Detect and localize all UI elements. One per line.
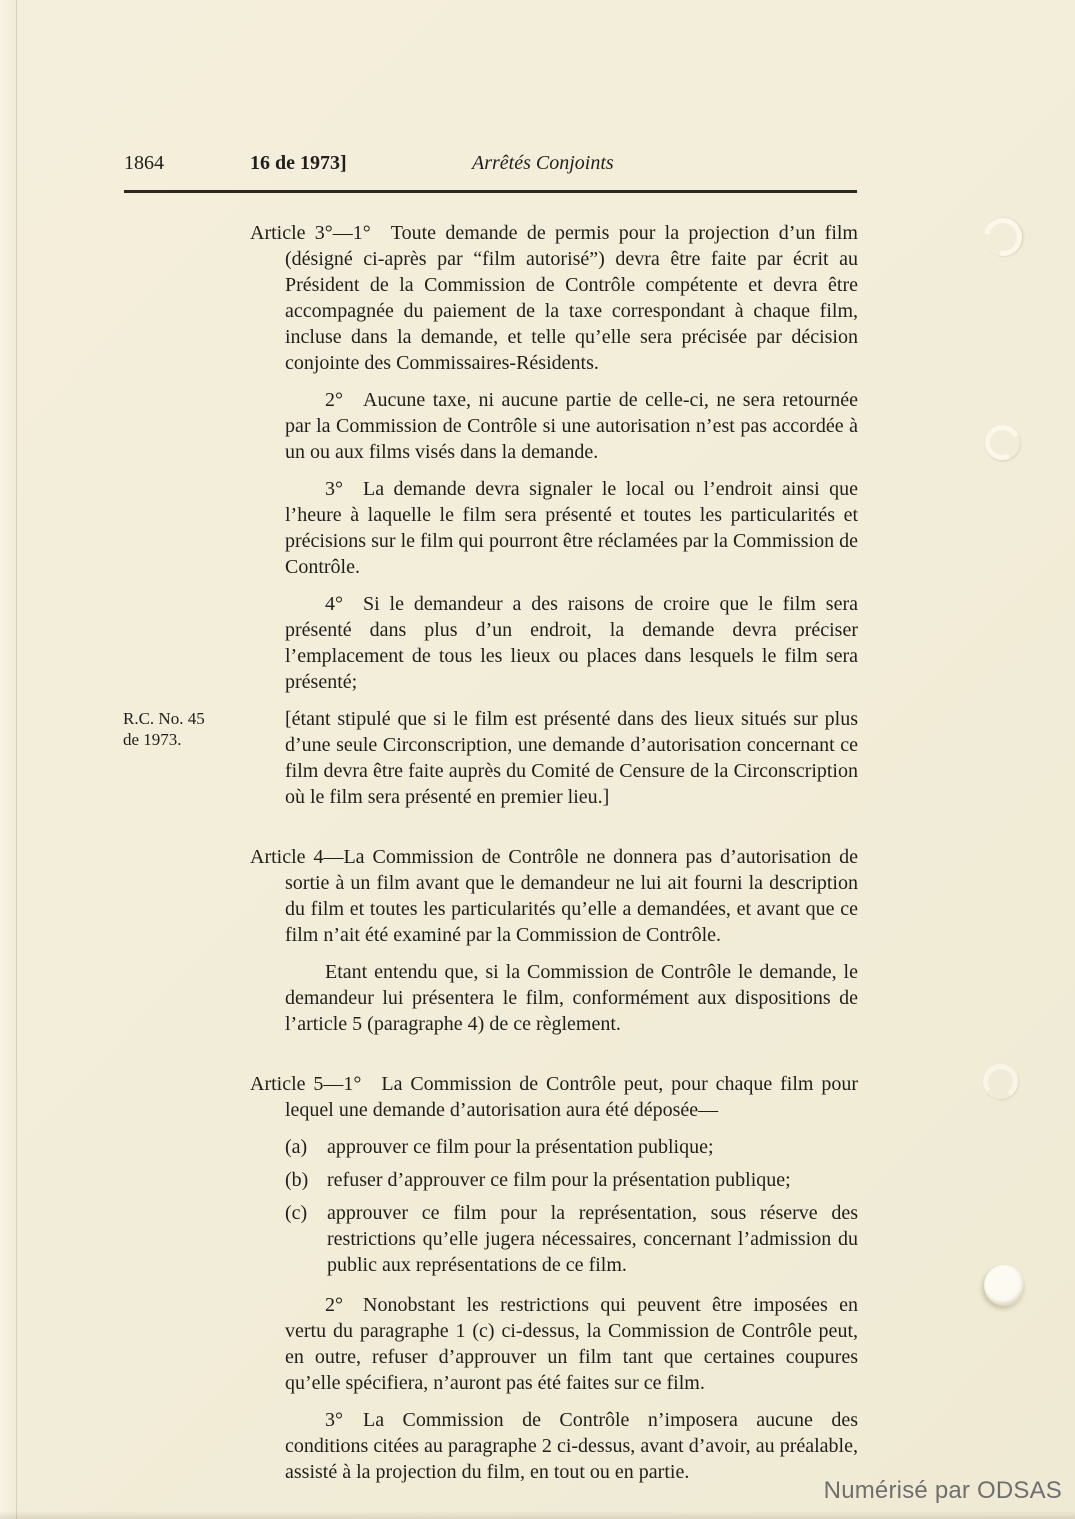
running-title: Arrêtés Conjoints (472, 152, 614, 174)
margin-note (123, 708, 263, 750)
header-rule (124, 190, 857, 193)
list-item-text: approuver ce film pour la représentation, sous réserve des restrictions qu’elle jugera nécessaires, concernant l’admission du public aux représentations de ce film. (327, 1202, 858, 1276)
document-body (123, 220, 858, 1496)
list-item-b (285, 1167, 858, 1193)
list-item-text: refuser d’approuver ce film pour la présentation publique; (327, 1169, 791, 1191)
punch-hole (980, 1061, 1021, 1102)
paragraph-article5-3: 3° La Commission de Contrôle n’imposera aucune des conditions citées au paragraphe 2 ci-dessus, avant d’avoir, au préalable, assisté à la projection du film, en tout ou en partie. (285, 1409, 858, 1483)
paragraph-article3-3: 3° La demande devra signaler le local ou l’endroit ainsi que l’heure à laquelle le film sera présenté et toutes les particularités et précisions sur le film qui pourront être réclamées par la Commission de Contrôle. (285, 478, 858, 578)
punch-hole (977, 211, 1030, 264)
paragraph-article5-1: Article 5—1° La Commission de Contrôle peut, pour chaque film pour lequel une demande d’autorisation aura été déposée— (250, 1073, 858, 1121)
margin-note-line2: de 1973. (123, 730, 182, 749)
paper-left-edge (0, 0, 17, 1519)
paragraph-article3-1: Article 3°—1° Toute demande de permis pour la projection d’un film (désigné ci-après par “film autorisé”) devra être faite par écrit au Président de la Commission de Contrôle compétente et devra être accompagnée du paiement de la taxe correspondant à chaque film, incluse dans la demande, et telle qu’elle sera précisée par décision conjointe des Commissaires-Résidents. (250, 222, 858, 374)
paper-bottom-edge (0, 1511, 1075, 1519)
scan-credit: Numérisé par ODSAS (823, 1477, 1062, 1504)
page-number: 1864 (124, 152, 164, 174)
paragraph-article3-4: 4° Si le demandeur a des raisons de croire que le film sera présenté dans plus d’un endroit, la demande devra préciser l’emplacement de tous les lieux ou places dans lesquels le film sera présenté; (285, 593, 858, 693)
paragraph-article3-2: 2° Aucune taxe, ni aucune partie de celle-ci, ne sera retournée par la Commission de Contrôle si une autorisation n’est pas accordée à un ou aux films visés dans la demande. (285, 389, 858, 463)
list-item-label: (b) (285, 1169, 309, 1191)
paragraph-article5-2: 2° Nonobstant les restrictions qui peuvent être imposées en vertu du paragraphe 1 (c) ci-dessus, la Commission de Contrôle peut, en outre, refuser d’approuver un film tant que certaines coupures qu’elle spécifiera, n’auront pas été faites sur ce film. (285, 1294, 858, 1394)
punch-hole (984, 1265, 1025, 1306)
list-item-label: (a) (285, 1136, 308, 1158)
bracket-note-text: [étant stipulé que si le film est présenté dans des lieux situés sur plus d’une seule Circonscription, une demande d’autorisation concernant ce film devra être faite auprès du Comité de Censure de la Circonscription où le film sera présenté en premier lieu.] (285, 708, 858, 808)
list-item-label: (c) (285, 1202, 308, 1224)
paragraph-article4-2: Etant entendu que, si la Commission de Contrôle le demande, le demandeur lui présentera le film, conformément aux dispositions de l’article 5 (paragraphe 4) de ce règlement. (285, 961, 858, 1035)
issue-label: 16 de 1973] (250, 152, 347, 174)
list-item-text: approuver ce film pour la présentation publique; (327, 1136, 714, 1158)
punch-hole (980, 420, 1025, 465)
page-header (124, 152, 857, 180)
paragraph-bracket-note (123, 706, 858, 810)
paragraph-article4-1: Article 4—La Commission de Contrôle ne donnera pas d’autorisation de sortie à un film avant que le demandeur ne lui ait fourni la description du film et toutes les particularités qu’elle a demandées, et avant que ce film n’ait été examiné par la Commission de Contrôle. (250, 846, 858, 946)
margin-note-line1: R.C. No. 45 (123, 709, 205, 728)
list-item-c (285, 1200, 858, 1278)
list-item-a (285, 1134, 858, 1160)
